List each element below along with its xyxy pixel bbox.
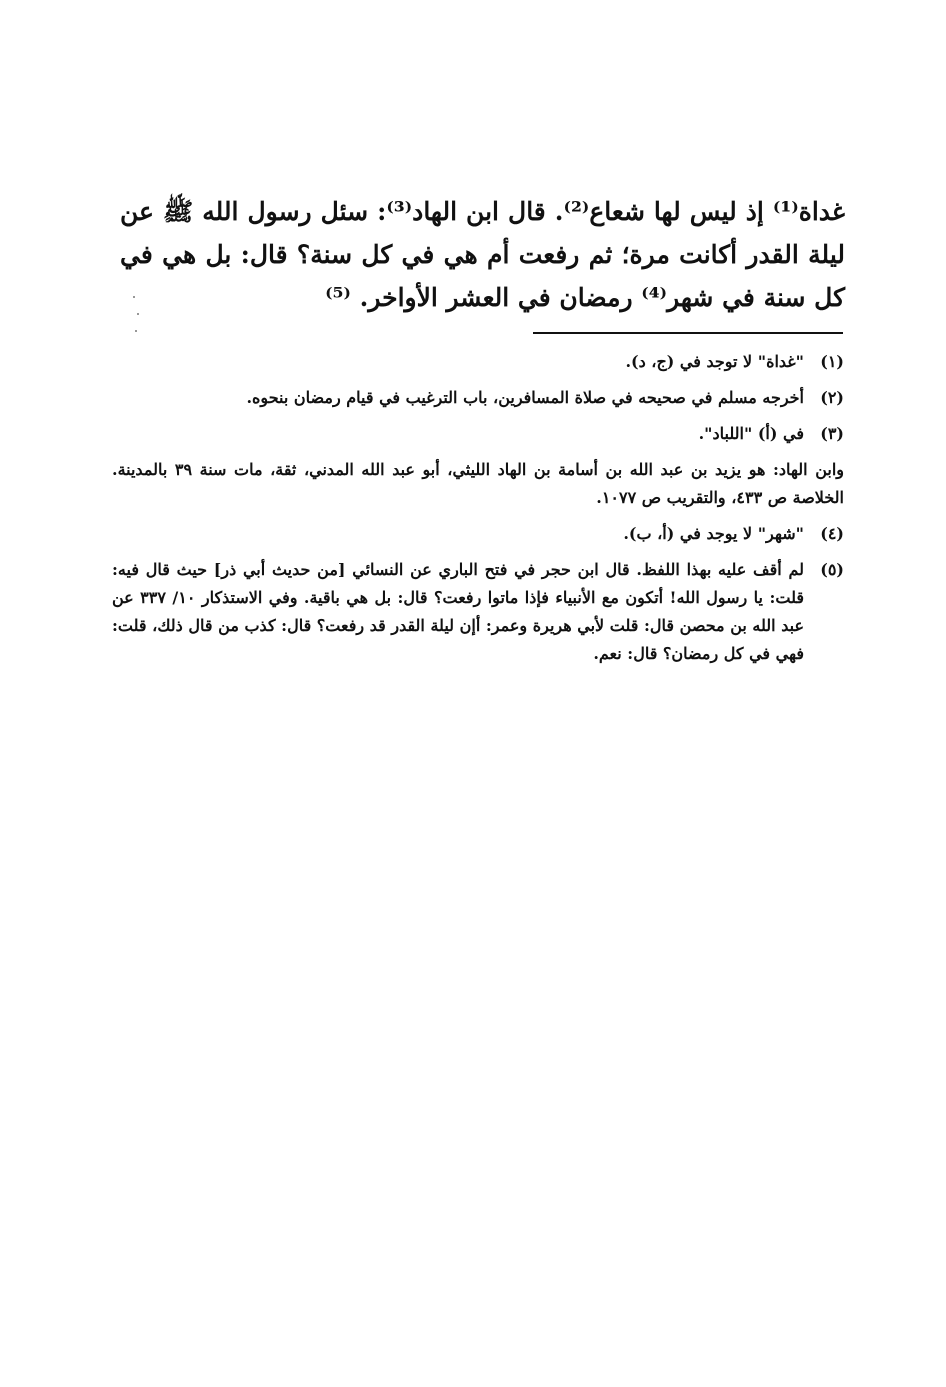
scan-speck [137,313,139,315]
footnote-number: (٤) [820,524,844,543]
footnote-divider [533,332,843,334]
footnote-3 [112,420,844,448]
footnote-text: "شهر" لا يوجد في (أ، ب). [623,524,804,543]
footnote-text: في (أ) "اللباد". [698,424,804,443]
footnote-number: (٢) [820,388,844,407]
footnote-number: (٥) [820,560,844,579]
footnote-text: "غداة" لا توجد في (ج، د). [625,352,804,371]
footnote-5 [112,556,844,668]
footnote-number: (١) [820,352,844,371]
footnote-3-continuation [112,456,844,512]
footnote-text: لم أقف عليه بهذا اللفظ. قال ابن حجر في فتح الباري عن النسائي [من حديث أبي ذر] حيث قال فيه: قلت: يا رسول الله! أتكون مع الأنبياء فإذا ماتوا رفعت؟ قال: بل هي باقية. وفي الاستذكار ١٠/ ٣٣٧ عن عبد الله بن محصن قال: قلت لأبي هريرة وعمر: أإن ليلة القدر قد رفعت؟ قال: كذب من قال ذلك، قلت: فهي في كل رمضان؟ قال: نعم. [112,560,805,663]
footnote-2 [112,384,844,412]
footnote-text: أخرجه مسلم في صحيحه في صلاة المسافرين، باب الترغيب في قيام رمضان بنحوه. [246,388,804,407]
footnote-text: وابن الهاد: هو يزيد بن عبد الله بن أسامة بن الهاد الليثي، أبو عبد الله المدني، ثقة، مات سنة ٣٩ بالمدينة. الخلاصة ص ٤٣٣، والتقريب ص ١٠٧٧. [112,460,844,507]
footnote-1 [112,348,844,376]
footnote-number: (٣) [820,424,844,443]
scan-speck [133,296,135,298]
main-paragraph: غداة⁽¹⁾ إذ ليس لها شعاع⁽²⁾. قال ابن الهاد⁽³⁾: سئل رسول الله ﷺ عن ليلة القدر أكانت مرة؛ ثم رفعت أم هي في كل سنة؟ قال: بل هي في كل سنة في شهر⁽⁴⁾ رمضان في العشر الأواخر. ⁽⁵⁾ [120,197,845,312]
main-text-block [120,190,845,319]
footnote-4 [112,520,844,548]
scan-speck [135,330,137,332]
footnotes-block [112,348,844,676]
